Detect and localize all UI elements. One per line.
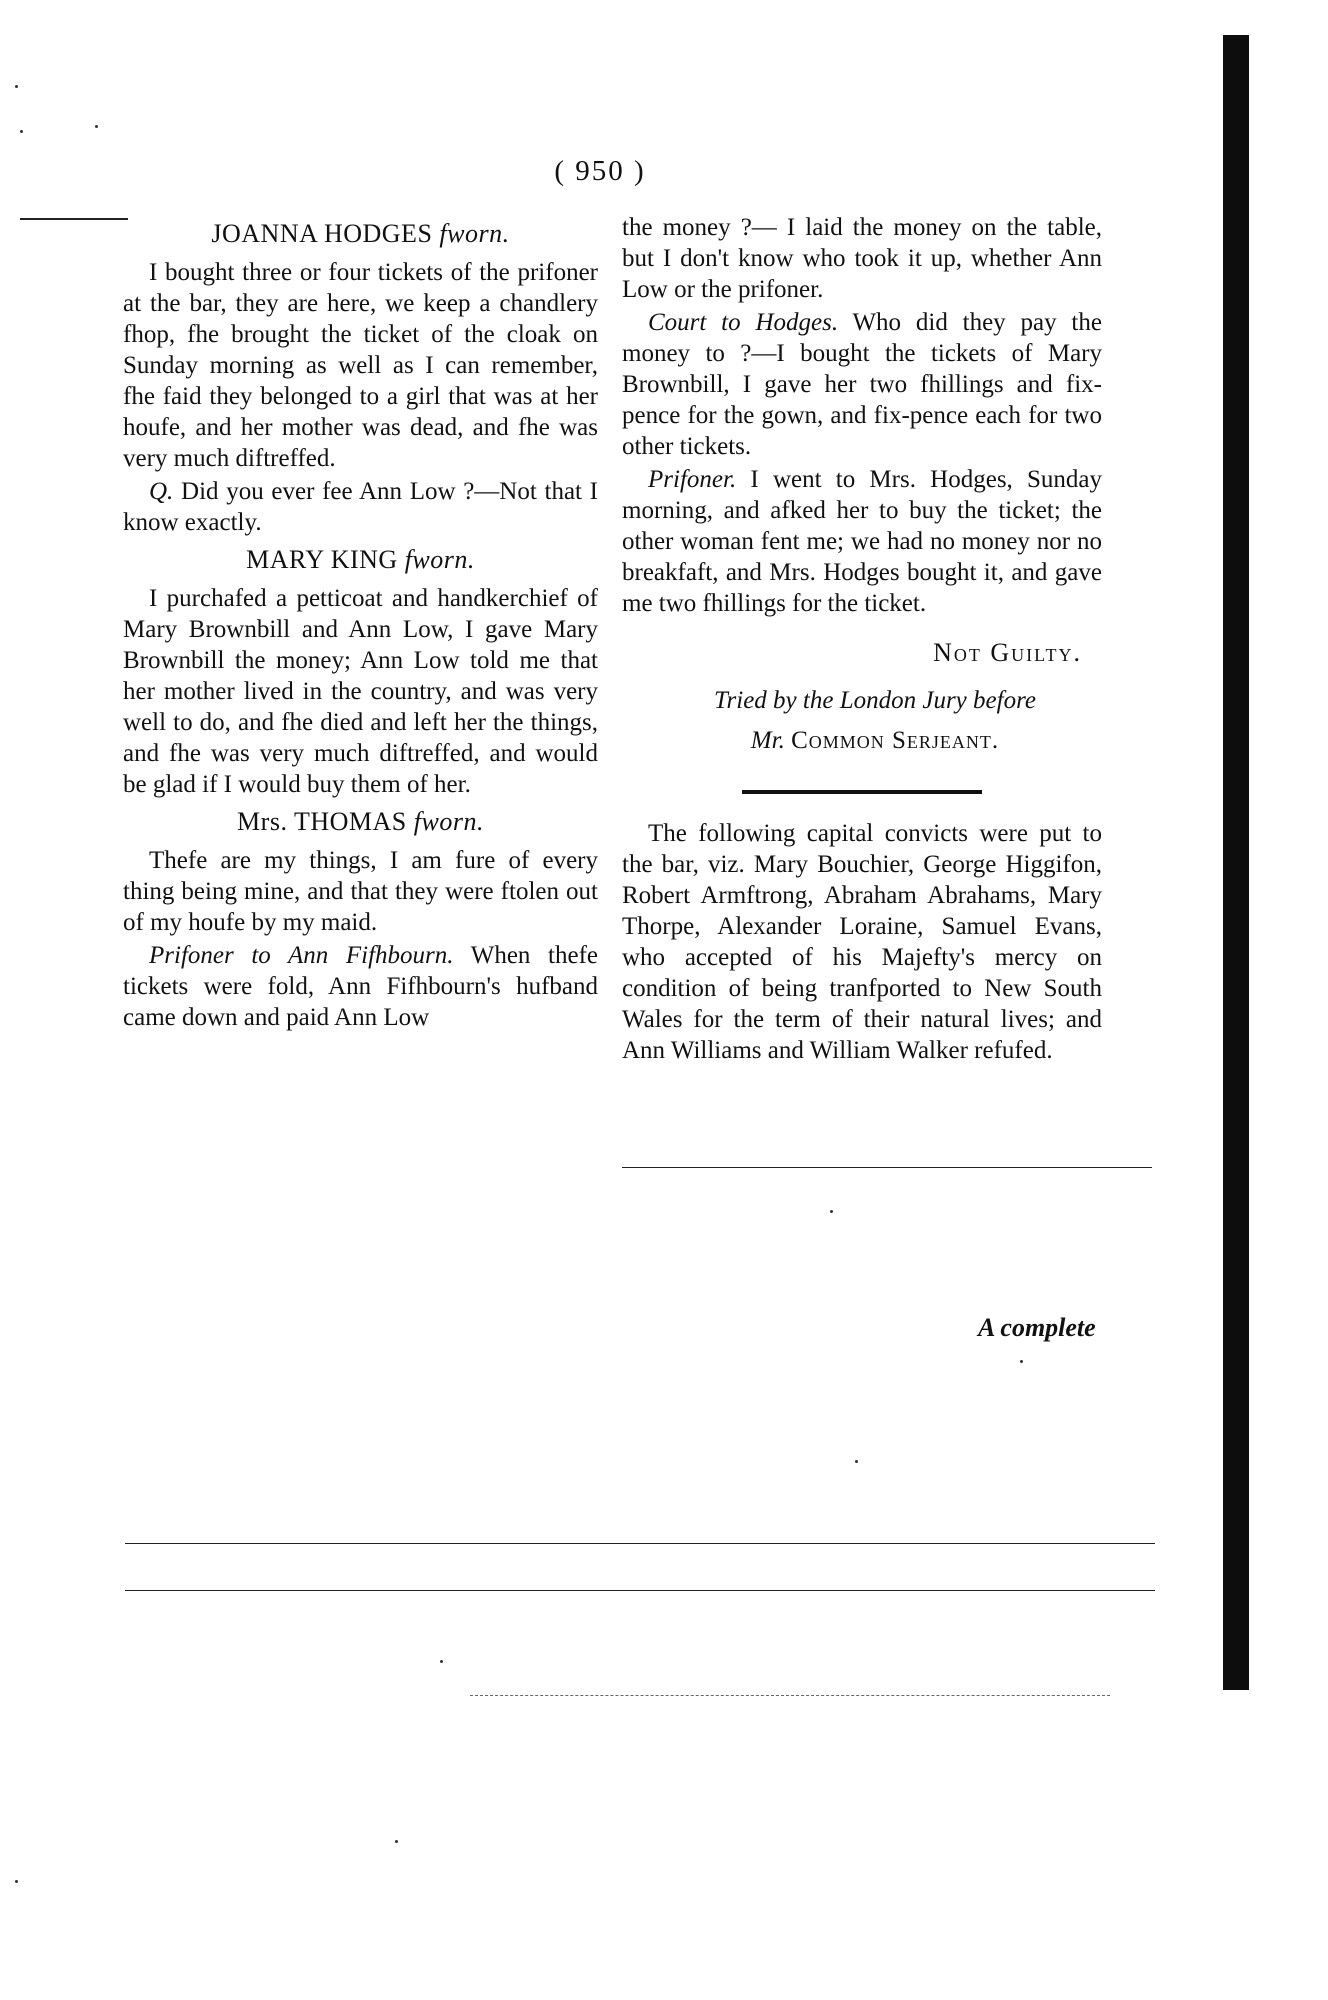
witness-name: MARY KING	[246, 545, 398, 574]
bottom-rule-3	[470, 1695, 1110, 1696]
speaker-label: Prifoner to Ann Fifhbourn.	[149, 942, 454, 969]
scan-speck	[395, 1840, 398, 1843]
speech-text: Who did they pay the money to ?—I bought the tickets of Mary Brownbill, I gave her two fhillings and fix-pence for the gown, and fix-pence each for two other tickets.	[622, 309, 1102, 460]
question-prefix: Q.	[149, 478, 174, 505]
testimony-paragraph: I bought three or four tickets of the prifoner at the bar, they are here, we keep a chandlery fhop, fhe brought the ticket of the cloak on Sunday morning as well as I can remember, fhe faid they belonged to a girl that was at her houfe, and her mother was dead, and fhe was very much diftreffed.	[123, 259, 598, 472]
prisoner-paragraph	[622, 464, 1102, 619]
scan-speck	[855, 1460, 858, 1463]
witness-name: JOANNA HODGES	[211, 219, 433, 248]
speaker-label: Court to Hodges.	[648, 309, 839, 336]
testimony-paragraph: I purchafed a petticoat and handkerchief of Mary Brownbill and Ann Low, I gave Mary Brownbill the money; Ann Low told me that her mother lived in the country, and was very well to do, and fhe died and left her the things, and fhe was very much diftreffed, and would be glad if I would buy them of her.	[123, 585, 598, 798]
right-column-end-rule	[622, 1167, 1152, 1168]
heading-joanna-hodges	[123, 218, 598, 249]
page-number: ( 950 )	[554, 155, 646, 187]
scan-speck	[15, 1880, 18, 1883]
scan-speck	[830, 1210, 833, 1213]
section-divider	[742, 790, 982, 794]
prisoner-question-paragraph	[123, 940, 598, 1033]
testimony-paragraph: Thefe are my things, I am fure of every thing being mine, and that they were ftolen out of my houfe by my maid.	[123, 847, 598, 936]
heading-mary-king	[123, 544, 598, 575]
question-paragraph	[123, 476, 598, 538]
scan-speck	[20, 130, 23, 133]
speech-text: When thefe tickets were fold, Ann Fifhbourn's hufband came down and paid Ann Low	[123, 942, 599, 1031]
bottom-rule-2	[125, 1590, 1155, 1591]
convicts-paragraph: The following capital convicts were put to the bar, viz. Mary Bouchier, George Higgifon, Robert Armftrong, Abraham Abrahams, Mary Thorpe, Alexander Loraine, Samuel Evans, who accepted of his Majefty's mercy on condition of being tranfported to New South Wales for the term of their natural lives; and Ann Williams and William Walker refufed.	[622, 820, 1102, 1064]
verdict: Not Guilty.	[933, 638, 1082, 667]
scan-speck	[95, 125, 98, 128]
tried-title: Common Serjeant.	[791, 727, 1000, 754]
bottom-rule-1	[125, 1543, 1155, 1544]
tried-mr: Mr.	[750, 727, 785, 754]
scan-speck	[15, 85, 18, 88]
heading-mrs-thomas	[123, 806, 598, 837]
page-edge-shadow	[1223, 35, 1249, 1690]
question-text: Did you ever fee Ann Low ?—Not that I know exactly.	[123, 478, 599, 536]
court-paragraph	[622, 307, 1102, 462]
speaker-label: Prifoner.	[648, 466, 737, 493]
sworn-label: fworn.	[404, 545, 475, 574]
sworn-label: fworn.	[439, 219, 510, 248]
continuation-paragraph: the money ?— I laid the money on the table, but I don't know who took it up, whether Ann Low or the prifoner.	[622, 214, 1102, 303]
catchword: A complete	[978, 1313, 1096, 1342]
tried-judge	[622, 722, 1102, 760]
right-column	[622, 212, 1102, 1068]
speech-text: I went to Mrs. Hodges, Sunday morning, and afked her to buy the ticket; the other woman fent me; we had no money nor no breakfaft, and Mrs. Hodges bought it, and gave me two fhillings for the ticket.	[622, 466, 1103, 617]
witness-name: Mrs. THOMAS	[237, 807, 407, 836]
top-left-rule	[20, 218, 128, 220]
sworn-label: fworn.	[413, 807, 484, 836]
scan-speck	[440, 1660, 443, 1663]
tried-line: Tried by the London Jury before	[714, 687, 1036, 714]
left-column	[123, 212, 598, 1035]
scan-speck	[1020, 1360, 1023, 1363]
